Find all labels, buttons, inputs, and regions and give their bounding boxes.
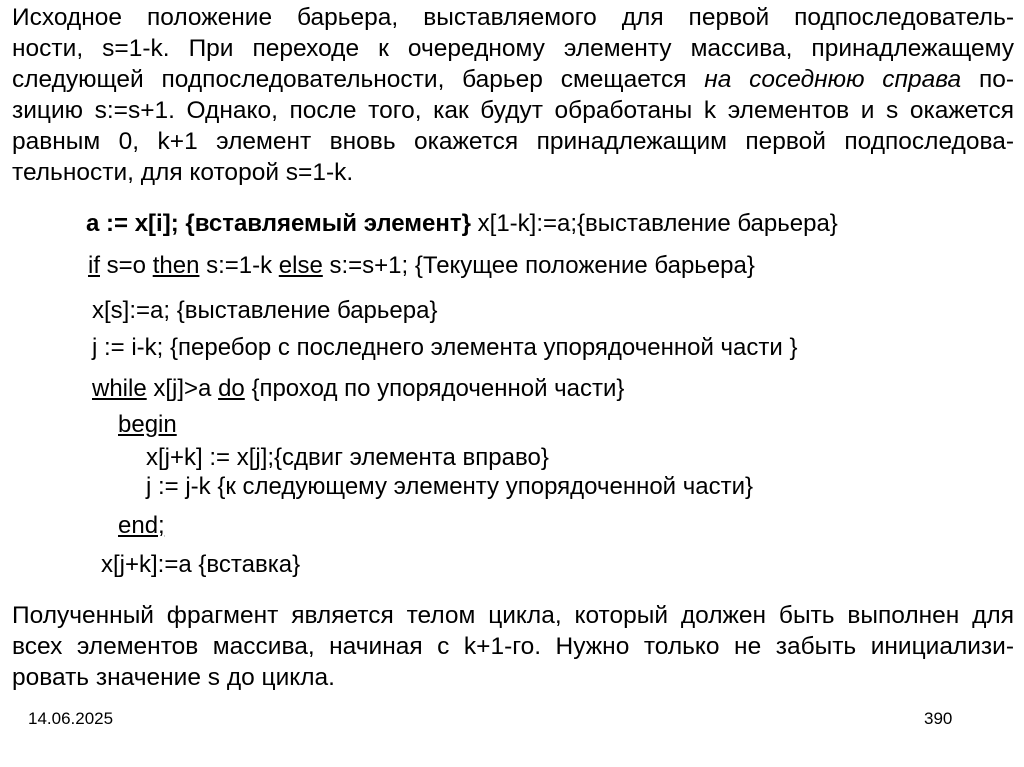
intro-line-3-start: следующей подпоследовательности, барьер смещается	[12, 66, 705, 93]
code-line-7: x[j+k] := x[j];{сдвиг элемента вправо}	[146, 444, 549, 471]
code-line-2-c: s:=s+1; {Текущее положение барьера}	[322, 252, 755, 279]
code-line-1	[86, 209, 838, 239]
code-line-3: x[s]:=a; {выставление барьера}	[92, 297, 438, 324]
keyword-do: do	[218, 375, 245, 402]
code-line-2-b: s:=1-k	[199, 252, 279, 279]
code-line-10: x[j+k]:=a {вставка}	[101, 551, 301, 578]
intro-line-6: тельности, для которой s=1-k.	[12, 159, 354, 186]
intro-line-2: ности, s=1-k. При переходе к очередному элементу массива, принадлежащему	[12, 35, 1014, 62]
page-number: 390	[924, 709, 953, 728]
code-line-1-rest: x[1-k]:=a;{выставление барьера}	[471, 210, 838, 237]
code-line-9	[118, 511, 165, 541]
keyword-then: then	[152, 252, 200, 279]
code-line-8: j := j-k {к следующему элементу упорядоченной части}	[146, 473, 754, 500]
keyword-end: end;	[118, 512, 165, 539]
code-line-5-b: {проход по упорядоченной части}	[244, 375, 625, 402]
closing-line-3: ровать значение s до цикла.	[12, 664, 335, 691]
keyword-if: if	[88, 252, 100, 279]
intro-line-3-italic: на соседнюю справа	[704, 66, 962, 93]
intro-line-3	[12, 64, 1014, 95]
keyword-else: else	[278, 252, 323, 279]
closing-paragraph	[12, 600, 1014, 693]
code-line-6	[118, 410, 177, 440]
intro-line-1: Исходное положение барьера, выставляемого для первой подпоследователь-	[12, 4, 1014, 31]
closing-line-2: всех элементов массива, начиная с k+1-го. Нужно только не забыть инициализи-	[12, 633, 1014, 660]
intro-line-3-end: по-	[961, 66, 1014, 93]
code-line-5	[92, 374, 624, 404]
keyword-while: while	[92, 375, 147, 402]
code-line-5-a: x[j]>a	[146, 375, 219, 402]
code-line-2	[88, 251, 755, 281]
code-line-1-bold: a := x[i]; {вставляемый элемент}	[86, 210, 471, 237]
intro-paragraph	[12, 2, 1014, 188]
closing-line-1: Полученный фрагмент является телом цикла, который должен быть выполнен для	[12, 602, 1014, 629]
keyword-begin: begin	[118, 411, 177, 438]
intro-line-5: равным 0, k+1 элемент вновь окажется принадлежащим первой подпоследова-	[12, 128, 1014, 155]
code-line-2-a: s=o	[100, 252, 153, 279]
footer-date: 14.06.2025	[28, 709, 114, 728]
intro-line-4: зицию s:=s+1. Однако, после того, как будут обработаны k элементов и s окажется	[12, 97, 1014, 124]
code-line-4: j := i-k; {перебор с последнего элемента упорядоченной части }	[92, 334, 798, 361]
